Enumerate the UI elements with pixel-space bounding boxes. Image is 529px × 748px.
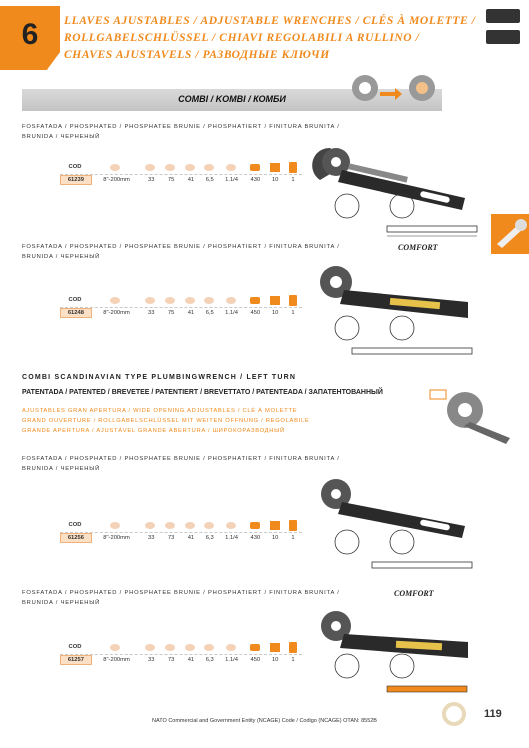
value-pack: 10	[271, 535, 279, 541]
table-row	[60, 532, 302, 543]
scandinavian-title: COMBI SCANDINAVIAN TYPE PLUMBINGWRENCH / LEFT TURN	[22, 374, 297, 381]
table-row	[60, 307, 302, 318]
value-a: 33	[148, 535, 155, 541]
finish-text-3a: FOSFATADA / PHOSPHATED / PHOSPHATEE BRUNIE / PHOSPHATIERT / FINITURA BRUNITA /	[22, 456, 340, 462]
wrench-tab-icon	[491, 214, 529, 254]
title-line-3: CHAVES AJUSTAVELS / РАЗВОДНЫЕ КЛЮЧИ	[64, 49, 330, 61]
value-box: 1	[291, 177, 295, 183]
col-e-icon	[218, 644, 244, 651]
col-size-icon	[90, 164, 140, 171]
value-c: 41	[187, 177, 195, 183]
value-weight: 430	[250, 535, 261, 541]
combi-heading: COMBI / KOMBI / КОМБИ	[178, 94, 286, 104]
value-a: 33	[148, 310, 155, 316]
value-a: 33	[148, 657, 155, 663]
col-size-icon	[90, 297, 140, 304]
wide-opening-wrench-image	[420, 386, 515, 446]
product-code: 61257	[60, 655, 92, 665]
cod-label: COD	[68, 297, 82, 303]
col-c-icon	[180, 297, 200, 304]
col-e-icon	[218, 522, 244, 529]
value-c: 41	[187, 310, 195, 316]
section-tab	[491, 214, 529, 254]
brand-swirl-icon	[440, 700, 468, 728]
col-a-icon	[140, 164, 160, 171]
product-code: 61256	[60, 533, 92, 543]
value-e: 1.1/4	[225, 535, 239, 541]
dimension-diagram-4	[332, 648, 490, 700]
finish-text-2a: FOSFATADA / PHOSPHATED / PHOSPHATEE BRUNIE / PHOSPHATIERT / FINITURA BRUNITA /	[22, 244, 340, 250]
value-b: 73	[167, 657, 175, 663]
value-box: 1	[291, 310, 295, 316]
value-size: 8"-200mm	[103, 310, 130, 316]
spec-table-2	[60, 293, 302, 318]
finish-text-1b: BRUNIDA / ЧЕРНЕНЫЙ	[22, 134, 101, 140]
pack-icon	[266, 521, 284, 530]
table-row	[60, 654, 302, 665]
value-a: 33	[148, 177, 155, 183]
value-d: 6,3	[205, 657, 214, 663]
certification-logo-1	[486, 9, 520, 23]
value-e: 1.1/4	[225, 177, 239, 183]
col-e-icon	[218, 297, 244, 304]
value-b: 73	[167, 535, 175, 541]
value-box: 1	[291, 535, 295, 541]
col-b-icon	[160, 297, 180, 304]
col-c-icon	[180, 644, 200, 651]
finish-text-3b: BRUNIDA / ЧЕРНЕНЫЙ	[22, 466, 101, 472]
patent-line: PATENTADA / PATENTED / BREVETEE / PATENTIERT / BREVETTATO / PATENTEADA / ЗАПАТЕНТОВАННЫЙ	[22, 389, 383, 396]
spec-table-4	[60, 640, 302, 665]
value-d: 6,5	[205, 177, 214, 183]
title-line-1: LLAVES AJUSTABLES / ADJUSTABLE WRENCHES / CLÉS À MOLETTE /	[64, 15, 476, 27]
col-d-icon	[200, 164, 218, 171]
value-d: 6,3	[205, 535, 214, 541]
dimension-diagram-1	[332, 188, 490, 240]
pack-icon	[266, 643, 284, 652]
weight-icon	[244, 164, 266, 171]
value-weight: 430	[250, 177, 261, 183]
product-code: 61248	[60, 308, 92, 318]
cod-label: COD	[68, 522, 82, 528]
finish-text-4b: BRUNIDA / ЧЕРНЕНЫЙ	[22, 600, 101, 606]
value-pack: 10	[271, 310, 279, 316]
value-d: 6,5	[205, 310, 214, 316]
col-a-icon	[140, 522, 160, 529]
title-line-2: ROLLGABELSCHLÜSSEL / CHIAVI REGOLABILI A RULLINO /	[64, 32, 420, 44]
wide-opening-line-3: GRANDE APERTURA / AJUSTÁVEL GRANDE ABERTURA / ШИРОКОРАЗВОДНЫЙ	[22, 428, 285, 434]
dimension-diagram-2	[332, 310, 490, 360]
col-b-icon	[160, 522, 180, 529]
col-c-icon	[180, 522, 200, 529]
product-code: 61239	[60, 175, 92, 185]
col-b-icon	[160, 164, 180, 171]
col-c-icon	[180, 164, 200, 171]
cod-label: COD	[68, 644, 82, 650]
page-number: 119	[484, 708, 502, 720]
value-b: 75	[167, 177, 175, 183]
wide-opening-line-2: GRAND OUVERTURE / ROLLGABELSCHLÜSSEL MIT WEITEN ÖFFNUNG / REGOLABILE	[22, 418, 310, 424]
finish-text-1a: FOSFATADA / PHOSPHATED / PHOSPHATEE BRUNIE / PHOSPHATIERT / FINITURA BRUNITA /	[22, 124, 340, 130]
value-weight: 450	[250, 310, 261, 316]
value-c: 41	[187, 657, 195, 663]
col-b-icon	[160, 644, 180, 651]
col-d-icon	[200, 522, 218, 529]
table-row	[60, 174, 302, 185]
finish-text-4a: FOSFATADA / PHOSPHATED / PHOSPHATEE BRUNIE / PHOSPHATIERT / FINITURA BRUNITA /	[22, 590, 340, 596]
pack-icon	[266, 163, 284, 172]
dimension-diagram-3	[332, 524, 490, 576]
value-size: 8"-200mm	[103, 535, 130, 541]
weight-icon	[244, 522, 266, 529]
col-d-icon	[200, 644, 218, 651]
value-size: 8"-200mm	[103, 177, 130, 183]
col-size-icon	[90, 522, 140, 529]
value-box: 1	[291, 657, 295, 663]
col-size-icon	[90, 644, 140, 651]
value-size: 8"-200mm	[103, 657, 130, 663]
value-weight: 450	[250, 657, 261, 663]
value-pack: 10	[271, 177, 279, 183]
col-e-icon	[218, 164, 244, 171]
value-pack: 10	[271, 657, 279, 663]
wide-opening-line-1: AJUSTABLES GRAN APERTURA / WIDE OPENING ADJUSTABLES / CLÉ À MOLETTE	[22, 408, 298, 414]
comfort-label-2: COMFORT	[394, 589, 434, 598]
cod-label: COD	[68, 164, 82, 170]
wrench-jaw-icons	[340, 70, 455, 112]
spec-table-1	[60, 160, 302, 185]
col-a-icon	[140, 297, 160, 304]
value-c: 41	[187, 535, 195, 541]
value-b: 75	[167, 310, 175, 316]
weight-icon	[244, 297, 266, 304]
comfort-label-1: COMFORT	[398, 243, 438, 252]
value-e: 1.1/4	[225, 657, 239, 663]
weight-icon	[244, 644, 266, 651]
col-a-icon	[140, 644, 160, 651]
spec-table-3	[60, 518, 302, 543]
certification-logo-2	[486, 30, 520, 44]
chapter-number: 6	[21, 18, 39, 51]
footer-ncage: NATO Commercial and Government Entity (NCAGE) Code / Codigo (NCAGE) OTAN: 8552B	[152, 718, 377, 724]
col-d-icon	[200, 297, 218, 304]
value-e: 1.1/4	[225, 310, 239, 316]
pack-icon	[266, 296, 284, 305]
finish-text-2b: BRUNIDA / ЧЕРНЕНЫЙ	[22, 254, 101, 260]
